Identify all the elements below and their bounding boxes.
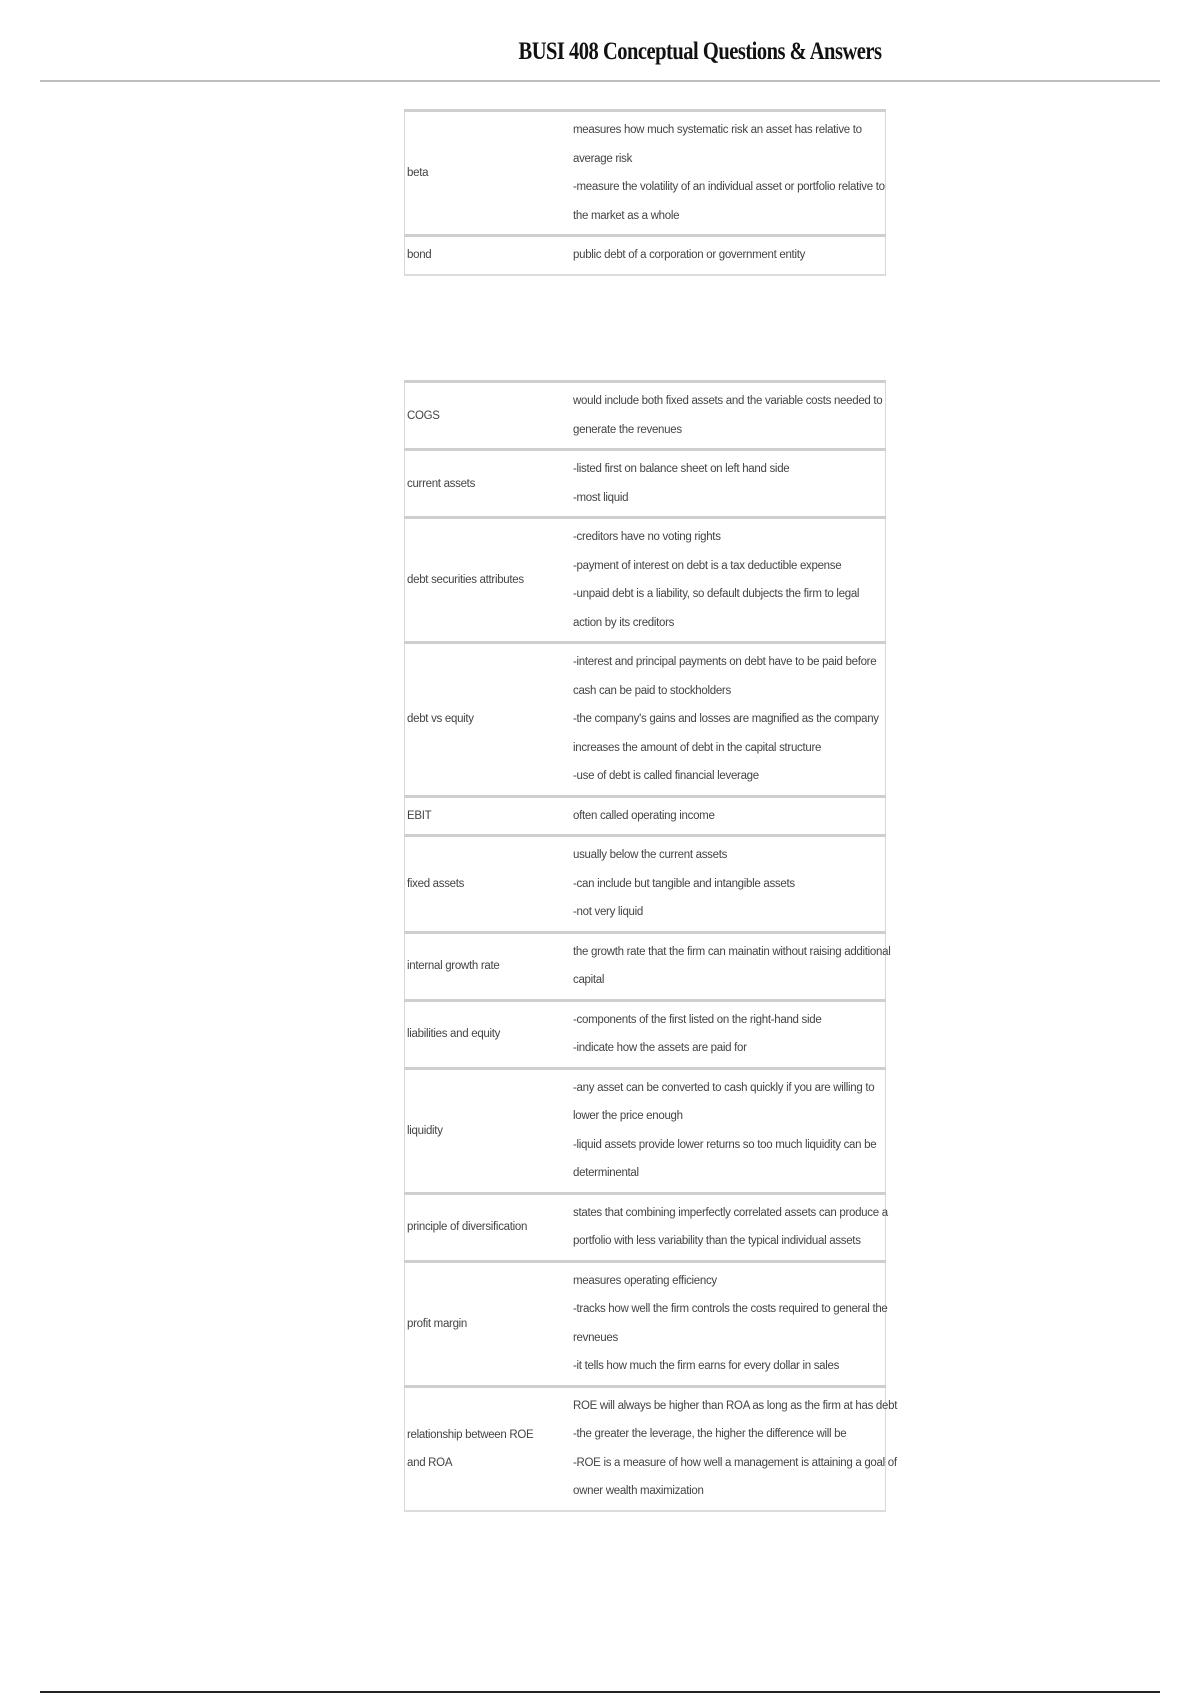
definition-line: increases the amount of debt in the capital structure xyxy=(573,741,822,754)
definition-line: determinental xyxy=(573,1167,639,1179)
term-cell: liabilities and equity xyxy=(405,1000,552,1068)
definition-cell xyxy=(551,1386,898,1511)
term-cell: principle of diversification xyxy=(405,1193,552,1261)
definition-line: -the greater the leverage, the higher the difference will be xyxy=(573,1428,847,1440)
term-cell: debt securities attributes xyxy=(405,518,552,643)
definition-cell xyxy=(551,836,886,933)
definition-line: would include both fixed assets and the variable costs needed to xyxy=(573,395,883,407)
table-row xyxy=(405,111,886,236)
definition-line: measures how much systematic risk an asset has relative to xyxy=(573,124,862,136)
footer-divider xyxy=(40,1691,1160,1693)
term-cell: internal growth rate xyxy=(405,932,552,1000)
table-row xyxy=(405,518,886,643)
definition-line: average risk xyxy=(573,152,633,165)
definition-cell xyxy=(551,932,891,1000)
table-row xyxy=(405,1000,886,1068)
definition-line: generate the revenues xyxy=(573,423,682,436)
header-divider xyxy=(40,80,1160,82)
definition-line: -can include but tangible and intangible assets xyxy=(573,877,795,890)
definition-line: measures operating efficiency xyxy=(573,1274,717,1287)
definition-line: states that combining imperfectly correlated assets can produce a xyxy=(573,1206,888,1219)
term-cell: EBIT xyxy=(405,796,552,836)
definition-line: usually below the current assets xyxy=(573,849,728,861)
definition-line: -listed first on balance sheet on left hand side xyxy=(573,463,790,475)
table-row xyxy=(405,382,886,450)
definition-line: -tracks how well the firm controls the costs required to general the xyxy=(573,1303,888,1315)
definition-line: -measure the volatility of an individual asset or portfolio relative to xyxy=(573,181,885,193)
definition-cell xyxy=(551,1193,886,1261)
flashcard-table-2 xyxy=(404,380,898,1512)
definition-cell xyxy=(551,111,886,236)
definition-line: cash can be paid to stockholders xyxy=(573,684,731,697)
table-row xyxy=(405,796,886,836)
definition-line: the market as a whole xyxy=(573,209,680,222)
term-cell: current assets xyxy=(405,450,552,518)
table-row xyxy=(405,450,886,518)
table-row xyxy=(405,1261,886,1386)
term-cell: profit margin xyxy=(405,1261,552,1386)
flashcard-table-1 xyxy=(404,109,886,276)
definition-line: ROE will always be higher than ROA as long as the firm at has debt xyxy=(573,1399,898,1412)
flashcard-table-body xyxy=(405,382,898,1511)
table-row xyxy=(405,236,886,275)
term-cell: debt vs equity xyxy=(405,643,552,797)
definition-line: -not very liquid xyxy=(573,906,643,918)
definition-line: -liquid assets provide lower returns so too much liquidity can be xyxy=(573,1138,877,1151)
definition-cell xyxy=(551,1261,886,1386)
definition-line: -payment of interest on debt is a tax deductible expense xyxy=(573,559,842,572)
definition-line: -use of debt is called financial leverage xyxy=(573,770,759,782)
definition-cell xyxy=(551,518,886,643)
definition-cell xyxy=(551,1000,886,1068)
definition-line: lower the price enough xyxy=(573,1110,683,1122)
definition-line: -it tells how much the firm earns for every dollar in sales xyxy=(573,1360,840,1372)
definition-line: -the company's gains and losses are magnified as the company xyxy=(573,713,879,725)
table-row xyxy=(405,643,886,797)
definition-cell xyxy=(551,382,886,450)
page-title: BUSI 408 Conceptual Questions & Answers xyxy=(518,38,882,65)
table-row xyxy=(405,932,886,1000)
term-cell: fixed assets xyxy=(405,836,552,933)
term-cell: COGS xyxy=(405,382,552,450)
definition-line: -unpaid debt is a liability, so default dubjects the firm to legal xyxy=(573,588,860,600)
definition-line: action by its creditors xyxy=(573,616,675,629)
table-row xyxy=(405,1386,886,1511)
definition-line: portfolio with less variability than the typical individual assets xyxy=(573,1235,861,1247)
definition-cell xyxy=(551,643,886,797)
table-row xyxy=(405,1193,886,1261)
flashcard-table-body xyxy=(405,111,886,275)
definition-line: often called operating income xyxy=(573,809,715,822)
term-cell: relationship between ROE and ROA xyxy=(405,1386,552,1511)
definition-line: -ROE is a measure of how well a management is attaining a goal of xyxy=(573,1456,897,1469)
table-row xyxy=(405,836,886,933)
definition-line: -components of the first listed on the right-hand side xyxy=(573,1013,822,1026)
definition-line: the growth rate that the firm can mainatin without raising additional xyxy=(573,945,891,958)
table-row xyxy=(405,1068,886,1193)
definition-line: -any asset can be converted to cash quickly if you are willing to xyxy=(573,1081,875,1094)
definition-cell xyxy=(551,1068,886,1193)
term-cell: bond xyxy=(405,236,552,275)
definition-line: -most liquid xyxy=(573,491,629,504)
definition-line: public debt of a corporation or government entity xyxy=(573,249,806,261)
definition-cell xyxy=(551,450,886,518)
definition-line: revneues xyxy=(573,1331,618,1344)
definition-line: -interest and principal payments on debt have to be paid before xyxy=(573,656,877,668)
definition-cell xyxy=(551,236,886,275)
term-cell: beta xyxy=(405,111,552,236)
definition-line: -creditors have no voting rights xyxy=(573,531,721,543)
definition-line: capital xyxy=(573,974,605,986)
definition-line: owner wealth maximization xyxy=(573,1485,704,1497)
definition-cell xyxy=(551,796,886,836)
definition-line: -indicate how the assets are paid for xyxy=(573,1042,747,1054)
term-cell: liquidity xyxy=(405,1068,552,1193)
